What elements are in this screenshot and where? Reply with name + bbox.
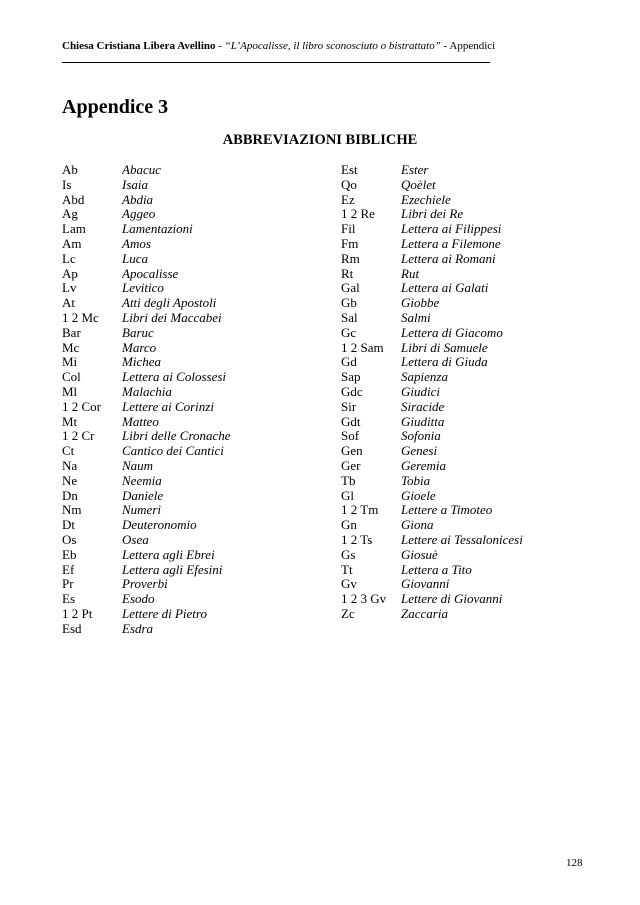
section-title: ABBREVIAZIONI BIBLICHE: [222, 132, 418, 148]
book-name: Giosuè: [401, 546, 438, 562]
abbreviation-row: [62, 489, 322, 504]
abbreviation-row: [341, 193, 601, 208]
abbreviation: Gc: [341, 324, 357, 340]
abbreviation: At: [62, 295, 75, 311]
book-name: Isaia: [122, 176, 148, 192]
abbreviation-row: [341, 548, 601, 563]
abbreviation-row: [62, 193, 322, 208]
abbreviation: Ab: [62, 162, 78, 177]
abbreviation: 1 2 Re: [341, 206, 375, 222]
abbreviation-row: [62, 429, 322, 444]
abbreviation-row: [341, 207, 601, 222]
abbreviation-row: [62, 296, 322, 311]
book-name: Lamentazioni: [122, 221, 193, 237]
abbreviation-row: [341, 518, 601, 533]
abbreviation: 1 2 Cor: [62, 398, 101, 414]
abbreviation: Qo: [341, 176, 357, 192]
abbreviation: Est: [341, 162, 358, 177]
abbreviation: Os: [62, 531, 77, 547]
book-name: Libri dei Maccabei: [122, 309, 222, 325]
book-name: Lettera di Giacomo: [401, 324, 503, 340]
book-name: Lettera a Filemone: [401, 235, 501, 251]
abbreviation-row: [341, 252, 601, 267]
header-rule: [62, 62, 490, 63]
book-name: Apocalisse: [122, 265, 179, 281]
abbreviation: Nm: [62, 502, 82, 518]
abbreviation: Col: [62, 369, 81, 385]
abbreviation: Fm: [341, 235, 359, 251]
abbreviation: Sal: [341, 309, 358, 325]
abbreviation: Ag: [62, 206, 78, 222]
abbreviation-row: [341, 577, 601, 592]
book-name: Abdia: [122, 191, 154, 207]
abbreviation: Gv: [341, 576, 357, 592]
abbreviation-row: [62, 592, 322, 607]
abbreviation: 1 2 Tm: [341, 502, 379, 518]
book-name: Naum: [122, 457, 154, 473]
abbreviation-row: [62, 385, 322, 400]
abbreviation: Gen: [341, 443, 363, 459]
book-name: Geremia: [401, 457, 447, 473]
book-name: Lettere di Pietro: [122, 605, 207, 621]
abbreviation: Rm: [341, 250, 360, 266]
abbreviation-row: [341, 281, 601, 296]
abbreviation-list-left: [62, 163, 322, 637]
book-name: Lettere ai Tessalonicesi: [401, 531, 523, 547]
book-name: Genesi: [401, 443, 438, 459]
book-name: Neemia: [122, 472, 162, 488]
book-name: Matteo: [122, 413, 159, 429]
book-name: Libri dei Re: [401, 206, 464, 222]
book-name: Luca: [122, 250, 148, 266]
abbreviation-row: [62, 474, 322, 489]
abbreviation-row: [62, 533, 322, 548]
abbreviation: 1 2 Pt: [62, 605, 93, 621]
book-name: Atti degli Apostoli: [122, 295, 217, 311]
abbreviation: Sir: [341, 398, 357, 414]
book-name: Lettere di Giovanni: [401, 591, 503, 607]
abbreviation: Mc: [62, 339, 80, 355]
book-name: Esdra: [122, 620, 154, 636]
abbreviation: 1 2 Cr: [62, 428, 95, 444]
book-name: Levitico: [122, 280, 164, 296]
book-name: Giobbe: [401, 295, 440, 311]
header-separator: -: [215, 40, 225, 52]
abbreviation: Ez: [341, 191, 355, 207]
abbreviation: Ger: [341, 457, 361, 473]
abbreviation-row: [341, 563, 601, 578]
book-name: Giuditta: [401, 413, 445, 429]
abbreviation: Mi: [62, 354, 78, 370]
book-name: Siracide: [401, 398, 445, 414]
book-name: Lettera ai Filippesi: [401, 221, 502, 237]
abbreviation-row: [341, 163, 601, 178]
abbreviation: Ct: [62, 443, 75, 459]
book-name: Ester: [401, 162, 429, 177]
abbreviation-row: [62, 281, 322, 296]
book-name: Michea: [122, 354, 161, 370]
abbreviation-row: [62, 207, 322, 222]
abbreviation-row: [341, 385, 601, 400]
book-name: Baruc: [122, 324, 154, 340]
abbreviation-row: [341, 178, 601, 193]
abbreviation-row: [62, 622, 322, 637]
abbreviation: Am: [62, 235, 82, 251]
book-name: Sapienza: [401, 369, 448, 385]
book-name: Qoèlet: [401, 176, 436, 192]
book-name: Deuteronomio: [122, 517, 197, 533]
page-number: 128: [566, 857, 583, 869]
book-name: Libri di Samuele: [401, 339, 488, 355]
abbreviation: Is: [62, 176, 72, 192]
book-name: Marco: [122, 339, 157, 355]
abbreviation: Ml: [62, 383, 78, 399]
abbreviation-row: [341, 444, 601, 459]
abbreviation: Gal: [341, 280, 360, 296]
abbreviation-row: [62, 326, 322, 341]
book-name: Numeri: [122, 502, 161, 518]
abbreviation: Ne: [62, 472, 78, 488]
abbreviation: 1 2 3 Gv: [341, 591, 387, 607]
abbreviation-row: [62, 370, 322, 385]
abbreviation: Mt: [62, 413, 78, 429]
abbreviation-row: [62, 400, 322, 415]
book-name: Libri delle Cronache: [122, 428, 231, 444]
book-name: Tobia: [401, 472, 431, 488]
abbreviation-row: [62, 518, 322, 533]
book-name: Giona: [401, 517, 434, 533]
book-name: Lettere ai Corinzi: [122, 398, 214, 414]
book-name: Osea: [122, 531, 149, 547]
abbreviation: Eb: [62, 546, 77, 562]
book-name: Ezechiele: [401, 191, 451, 207]
book-name: Lettere a Timoteo: [401, 502, 493, 518]
abbreviation-row: [62, 548, 322, 563]
abbreviation-row: [341, 222, 601, 237]
abbreviation: 1 2 Mc: [62, 309, 99, 325]
book-name: Rut: [401, 265, 420, 281]
abbreviation: Bar: [62, 324, 81, 340]
book-name: Lettera ai Romani: [401, 250, 496, 266]
abbreviation-row: [341, 296, 601, 311]
abbreviation-row: [62, 311, 322, 326]
book-name: Zaccaria: [401, 605, 448, 621]
abbreviation-row: [341, 533, 601, 548]
book-name: Cantico dei Cantici: [122, 443, 224, 459]
abbreviation-row: [341, 355, 601, 370]
header-section: - Appendici: [440, 40, 496, 52]
abbreviation: Na: [62, 457, 78, 473]
abbreviation: Rt: [341, 265, 354, 281]
book-name: Lettera di Giuda: [401, 354, 488, 370]
abbreviation: Lam: [62, 221, 86, 237]
book-name: Lettera ai Galati: [401, 280, 489, 296]
book-name: Aggeo: [122, 206, 156, 222]
abbreviation: Tb: [341, 472, 356, 488]
abbreviation-row: [62, 267, 322, 282]
abbreviation: Dn: [62, 487, 78, 503]
abbreviation-row: [341, 370, 601, 385]
abbreviation: Sap: [341, 369, 361, 385]
abbreviation-row: [62, 444, 322, 459]
header-book-title: “L’Apocalisse, il libro sconosciuto o bistrattato”: [224, 40, 441, 52]
book-name: Lettera ai Colossesi: [122, 369, 227, 385]
abbreviation: Gd: [341, 354, 357, 370]
book-name: Sofonia: [401, 428, 441, 444]
abbreviation-row: [62, 415, 322, 430]
abbreviation: Pr: [62, 576, 74, 592]
abbreviation-row: [341, 311, 601, 326]
abbreviation-row: [62, 178, 322, 193]
abbreviation: Lv: [62, 280, 77, 296]
abbreviation-row: [62, 355, 322, 370]
abbreviation-row: [62, 577, 322, 592]
abbreviation-row: [341, 237, 601, 252]
abbreviation-row: [341, 415, 601, 430]
abbreviation-row: [62, 459, 322, 474]
book-name: Abacuc: [122, 162, 161, 177]
abbreviation-row: [341, 326, 601, 341]
abbreviation: 1 2 Sam: [341, 339, 384, 355]
abbreviation-row: [341, 474, 601, 489]
running-header: [62, 40, 495, 52]
abbreviation: Gdt: [341, 413, 361, 429]
abbreviation-row: [341, 341, 601, 356]
header-organization: Chiesa Cristiana Libera Avellino: [62, 40, 216, 52]
book-name: Lettera agli Ebrei: [122, 546, 215, 562]
book-name: Amos: [122, 235, 151, 251]
abbreviation-list-right: [341, 163, 601, 622]
abbreviation-row: [341, 607, 601, 622]
abbreviation: Ef: [62, 561, 75, 577]
abbreviation: Esd: [62, 620, 82, 636]
book-name: Esodo: [122, 591, 155, 607]
abbreviation: Gl: [341, 487, 354, 503]
abbreviation-row: [341, 503, 601, 518]
abbreviation: Gn: [341, 517, 357, 533]
abbreviation: Sof: [341, 428, 360, 444]
appendix-title: Appendice 3: [62, 96, 169, 118]
abbreviation: 1 2 Ts: [341, 531, 373, 547]
book-name: Proverbi: [122, 576, 168, 592]
abbreviation-row: [62, 222, 322, 237]
abbreviation-row: [341, 267, 601, 282]
abbreviation: Zc: [341, 605, 355, 621]
abbreviation-row: [341, 489, 601, 504]
abbreviation-row: [62, 252, 322, 267]
abbreviation: Fil: [341, 221, 356, 237]
abbreviation: Gs: [341, 546, 356, 562]
abbreviation-row: [62, 163, 322, 178]
book-name: Malachia: [122, 383, 172, 399]
abbreviation-row: [62, 341, 322, 356]
abbreviation-row: [341, 429, 601, 444]
abbreviation: Dt: [62, 517, 75, 533]
abbreviation: Tt: [341, 561, 353, 577]
book-name: Daniele: [122, 487, 164, 503]
abbreviation-row: [62, 503, 322, 518]
abbreviation-row: [62, 607, 322, 622]
book-name: Gioele: [401, 487, 436, 503]
abbreviation: Abd: [62, 191, 85, 207]
abbreviation: Gb: [341, 295, 357, 311]
abbreviation-row: [62, 237, 322, 252]
abbreviation: Ap: [62, 265, 78, 281]
book-name: Giovanni: [401, 576, 450, 592]
abbreviation-row: [62, 563, 322, 578]
abbreviation-row: [341, 459, 601, 474]
abbreviation: Es: [62, 591, 75, 607]
book-name: Giudici: [401, 383, 440, 399]
book-name: Lettera a Tito: [401, 561, 472, 577]
abbreviation-row: [341, 592, 601, 607]
abbreviation: Gdc: [341, 383, 363, 399]
book-name: Salmi: [401, 309, 431, 325]
abbreviation-row: [341, 400, 601, 415]
book-name: Lettera agli Efesini: [122, 561, 223, 577]
abbreviation: Lc: [62, 250, 76, 266]
